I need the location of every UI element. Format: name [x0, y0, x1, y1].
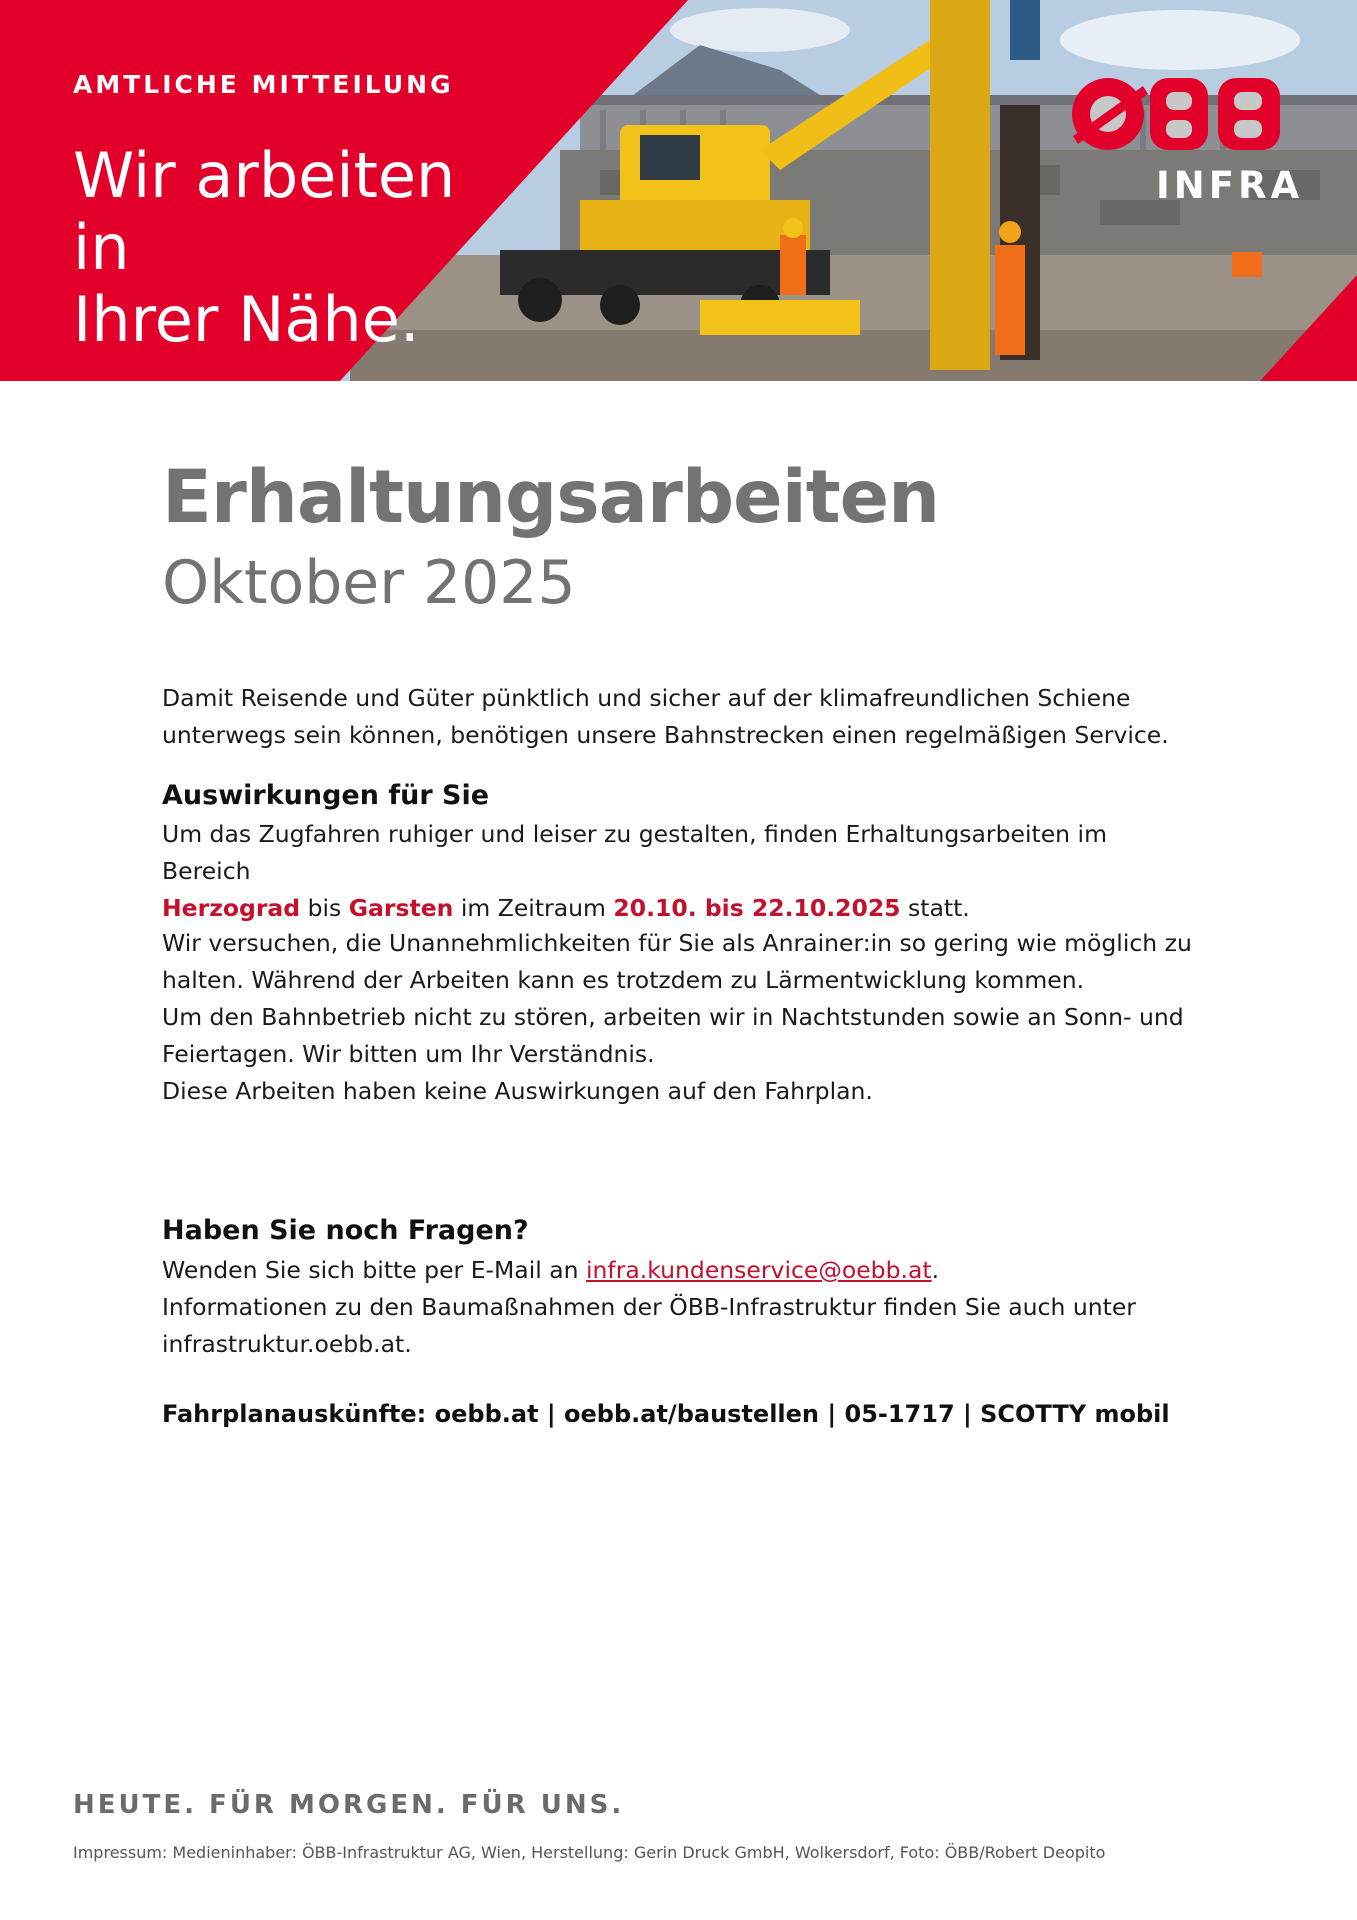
headline-line: Ihrer Nähe.	[73, 283, 420, 356]
email-link[interactable]: infra.kundenservice@oebb.at	[586, 1256, 932, 1284]
impact-heading: Auswirkungen für Sie	[162, 780, 490, 811]
logo-infra-text: INFRA	[1156, 164, 1304, 207]
questions-paragraph	[162, 1252, 1202, 1363]
footer-slogan: HEUTE. FÜR MORGEN. FÜR UNS.	[73, 1790, 625, 1820]
page-subtitle: Oktober 2025	[162, 548, 576, 618]
impact-line: Um das Zugfahren ruhiger und leiser zu gestalten, finden Erhaltungsarbeiten im Bereich	[162, 820, 1107, 885]
info-line: Informationen zu den Baumaßnahmen der ÖBB-Infrastruktur finden Sie auch unter	[162, 1293, 1136, 1321]
date-range: 20.10. bis 22.10.2025	[613, 894, 901, 922]
word-bis: bis	[300, 894, 349, 922]
page-title: Erhaltungsarbeiten	[162, 455, 940, 540]
headline-line: Wir arbeiten in	[73, 139, 456, 284]
kicker-label: AMTLICHE MITTEILUNG	[73, 70, 454, 99]
noise-paragraph	[162, 925, 1202, 1110]
oebb-logo-icon	[1068, 66, 1288, 156]
noise-line: halten. Während der Arbeiten kann es trotzdem zu Lärmentwicklung kommen.	[162, 966, 1085, 994]
from-place: Herzograd	[162, 894, 301, 922]
impact-location-line	[162, 890, 1202, 927]
noise-line: Diese Arbeiten haben keine Auswirkungen auf den Fahrplan.	[162, 1077, 873, 1105]
header-banner	[0, 0, 1357, 381]
footer-imprint: Impressum: Medieninhaber: ÖBB-Infrastruktur AG, Wien, Herstellung: Gerin Druck GmbH, Wolkersdorf, Foto: ÖBB/Robert Deopito	[73, 1843, 1106, 1862]
to-place: Garsten	[348, 894, 454, 922]
word-end: statt.	[900, 894, 970, 922]
contact-line	[162, 1252, 1202, 1289]
banner-headline	[73, 140, 513, 356]
contact-prefix: Wenden Sie sich bitte per E-Mail an	[162, 1256, 586, 1284]
oebb-infra-logo	[1068, 66, 1304, 211]
noise-line: Feiertagen. Wir bitten um Ihr Verständnis.	[162, 1040, 655, 1068]
noise-line: Um den Bahnbetrieb nicht zu stören, arbeiten wir in Nachtstunden sowie an Sonn- und	[162, 1003, 1184, 1031]
word-period: im Zeitraum	[453, 894, 614, 922]
intro-paragraph	[162, 680, 1202, 754]
questions-heading: Haben Sie noch Fragen?	[162, 1215, 529, 1246]
intro-line: unterwegs sein können, benötigen unsere Bahnstrecken einen regelmäßigen Service.	[162, 721, 1169, 749]
impact-paragraph	[162, 816, 1202, 927]
contact-suffix: .	[931, 1256, 940, 1284]
noise-line: Wir versuchen, die Unannehmlichkeiten für Sie als Anrainer:in so gering wie möglich zu	[162, 929, 1192, 957]
intro-line: Damit Reisende und Güter pünktlich und sicher auf der klimafreundlichen Schiene	[162, 684, 1131, 712]
info-url-line: infrastruktur.oebb.at.	[162, 1330, 412, 1358]
timetable-info: Fahrplanauskünfte: oebb.at | oebb.at/baustellen | 05-1717 | SCOTTY mobil	[162, 1400, 1170, 1428]
